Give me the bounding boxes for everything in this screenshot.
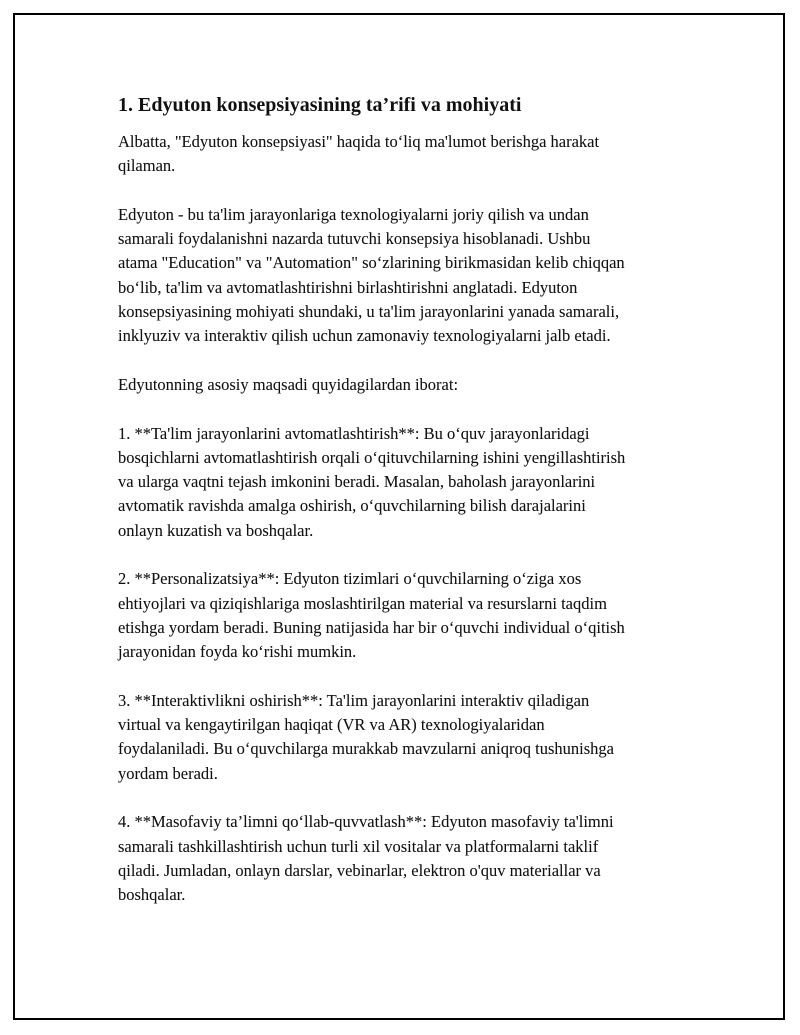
text-line: onlayn kuzatish va boshqalar. — [118, 520, 314, 540]
text-line: yordam beradi. — [118, 763, 218, 783]
document-body — [118, 92, 700, 932]
text-line: jarayonidan foyda ko‘rishi mumkin. — [118, 642, 357, 662]
paragraph-intro — [118, 130, 700, 179]
document-title: 1. Edyuton konsepsiyasining ta’rifi va mohiyati — [118, 94, 522, 116]
text-line: Edyutonning asosiy maqsadi quyidagilardan iborat: — [118, 374, 459, 394]
paragraph-definition — [118, 203, 700, 349]
text-line: etishga yordam beradi. Buning natijasida har bir o‘quvchi individual o‘qitish — [118, 617, 625, 637]
text-line: avtomatik ravishda amalga oshirish, o‘quvchilarning bilish darajalarini — [118, 496, 586, 516]
text-line: bo‘lib, ta'lim va avtomatlashtirishni birlashtirishni anglatadi. Edyuton — [118, 277, 578, 297]
text-line: bosqichlarni avtomatlashtirish orqali o‘qituvchilarning ishini yengillashtirish — [118, 447, 626, 467]
list-item-4 — [118, 810, 700, 907]
text-line: va ularga vaqtni tejash imkonini beradi. Masalan, baholash jarayonlarini — [118, 472, 596, 492]
text-line: boshqalar. — [118, 885, 186, 905]
text-line: 4. **Masofaviy ta’limni qo‘llab-quvvatlash**: Edyuton masofaviy ta'limni — [118, 812, 614, 832]
list-item-1 — [118, 422, 700, 543]
text-line: 1. **Ta'lim jarayonlarini avtomatlashtirish**: Bu o‘quv jarayonlaridagi — [118, 423, 590, 443]
list-item-3 — [118, 689, 700, 786]
text-line: samarali tashkillashtirish uchun turli xil vositalar va platformalarni taklif — [118, 836, 599, 856]
text-line: ehtiyojlari va qiziqishlariga moslashtirilgan material va resurslarni taqdim — [118, 593, 607, 613]
paragraph-goals-intro — [118, 373, 700, 397]
text-line: konsepsiyasining mohiyati shundaki, u ta'lim jarayonlarini yanada samarali, — [118, 302, 620, 322]
text-line: samarali foydalanishni nazarda tutuvchi konsepsiya hisoblanadi. Ushbu — [118, 229, 591, 249]
text-line: 3. **Interaktivlikni oshirish**: Ta'lim jarayonlarini interaktiv qiladigan — [118, 690, 590, 710]
text-line: Albatta, "Edyuton konsepsiyasi" haqida to‘liq ma'lumot berishga harakat — [118, 132, 600, 151]
text-line: foydalaniladi. Bu o‘quvchilarga murakkab mavzularni aniqroq tushunishga — [118, 739, 614, 759]
text-line: virtual va kengaytirilgan haqiqat (VR va AR) texnologiyalaridan — [118, 715, 545, 735]
text-line: atama "Education" va "Automation" so‘zlarining birikmasidan kelib chiqqan — [118, 253, 625, 273]
list-item-2 — [118, 567, 700, 664]
text-line: qilaman. — [118, 156, 176, 176]
text-line: Edyuton - bu ta'lim jarayonlariga texnologiyalarni joriy qilish va undan — [118, 204, 589, 224]
text-line: 2. **Personalizatsiya**: Edyuton tizimlari o‘quvchilarning o‘ziga xos — [118, 569, 582, 589]
text-line: qiladi. Jumladan, onlayn darslar, vebinarlar, elektron o'quv materiallar va — [118, 860, 601, 880]
text-line: inklyuziv va interaktiv qilish uchun zamonaviy texnologiyalarni jalb etadi. — [118, 326, 611, 346]
